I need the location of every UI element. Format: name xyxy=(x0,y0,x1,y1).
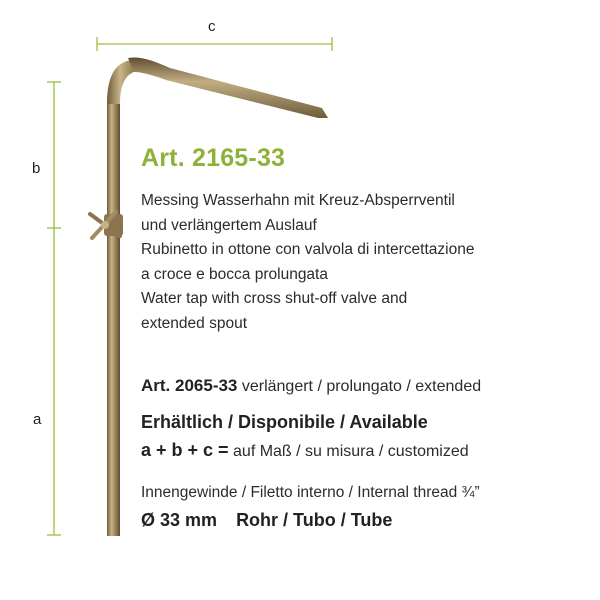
customized-formula: a + b + c = xyxy=(141,440,229,460)
description-line: a croce e bocca prolungata xyxy=(141,265,328,283)
dimension-c-label: c xyxy=(208,18,216,35)
product-title: Art. 2165-33 xyxy=(141,144,286,172)
product-description xyxy=(141,189,474,336)
description-line: Rubinetto in ottone con valvola di intercettazione xyxy=(141,241,475,258)
tube-text: Rohr / Tubo / Tube xyxy=(236,510,393,530)
description-line: extended spout xyxy=(141,314,248,332)
customized-line xyxy=(141,440,469,461)
variant-text: verlängert / prolungato / extended xyxy=(241,378,482,395)
dimension-b-label: b xyxy=(32,160,41,177)
dimension-a-line xyxy=(47,228,61,535)
thread-text: Innengewinde / Filetto interno / Internal thread ¾” xyxy=(141,484,480,501)
availability-text: Erhältlich / Disponibile / Available xyxy=(141,412,428,432)
description-line: Water tap with cross shut-off valve and xyxy=(141,290,408,307)
tube-line xyxy=(141,510,406,531)
dimension-a-label: a xyxy=(33,411,42,428)
variant-article: Art. 2065-33 xyxy=(141,376,238,395)
description-line: Messing Wasserhahn mit Kreuz-Absperrventil xyxy=(141,192,455,209)
cross-valve-icon xyxy=(90,212,123,238)
customized-text: auf Maß / su misura / customized xyxy=(233,443,469,460)
dimension-c-line xyxy=(97,37,332,51)
tube-diameter: Ø 33 mm xyxy=(141,510,218,530)
description-line: und verlängertem Auslauf xyxy=(141,216,317,234)
dimension-b-line xyxy=(47,82,61,228)
variant-line xyxy=(141,376,481,396)
